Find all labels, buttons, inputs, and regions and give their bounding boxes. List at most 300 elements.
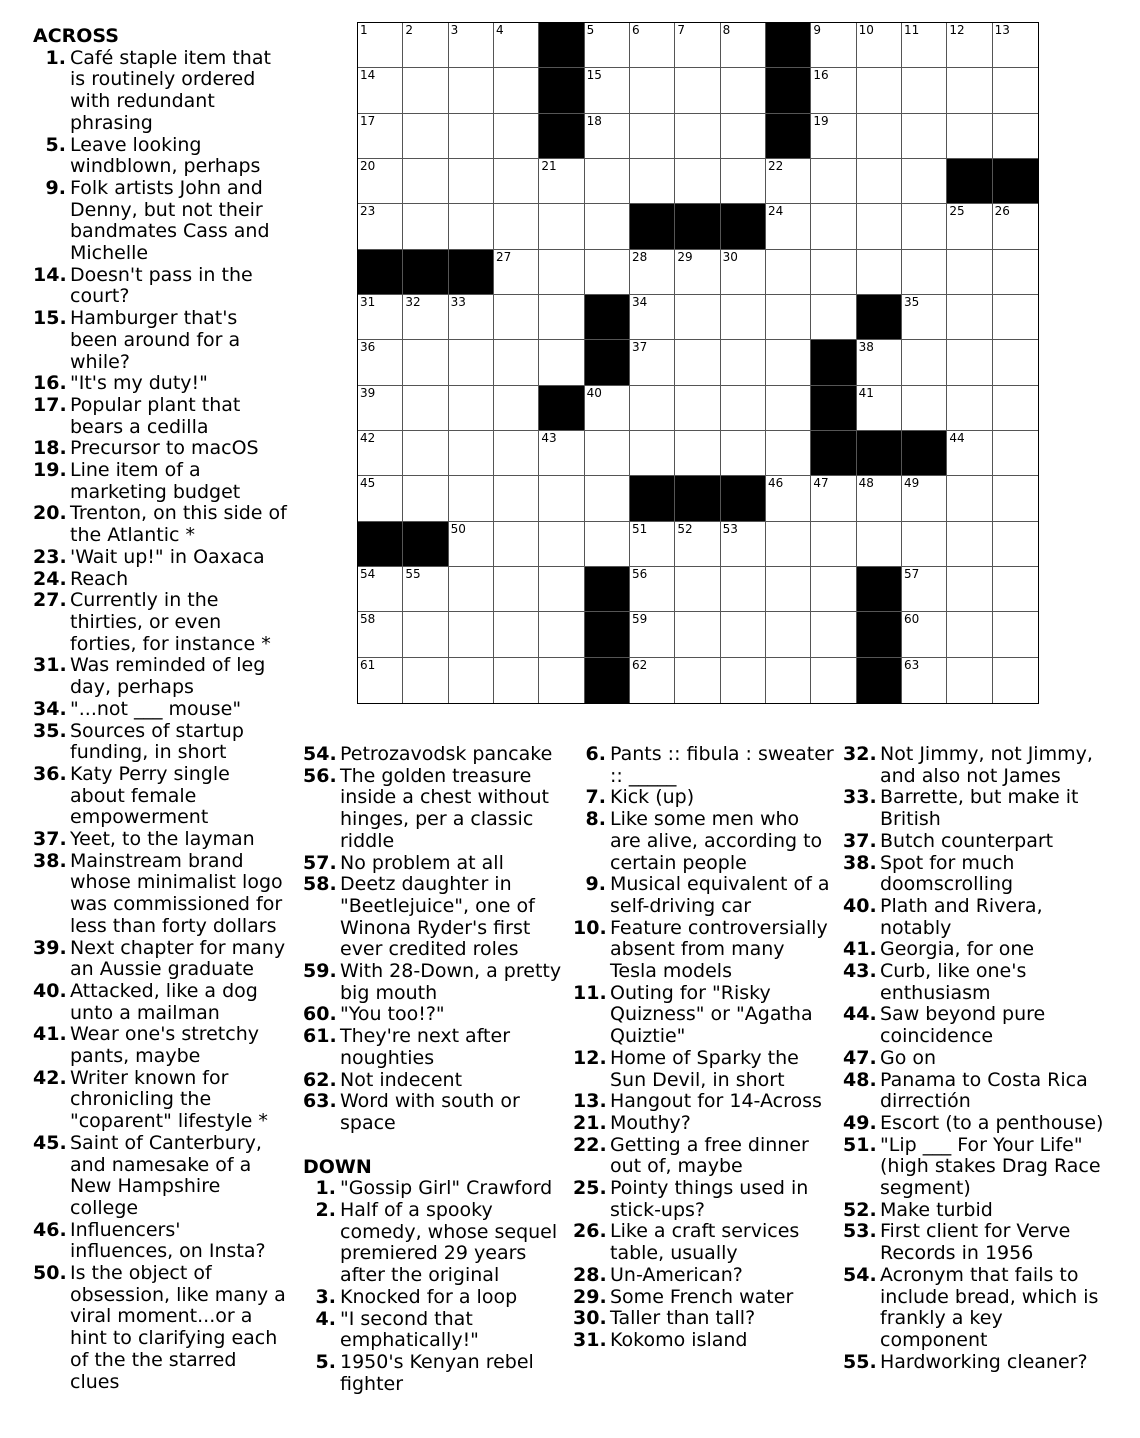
- grid-cell[interactable]: [902, 340, 947, 385]
- down-clue-list-continued: [573, 744, 835, 1352]
- clue-text: They're next after noughties: [340, 1025, 511, 1069]
- clue-text: Knocked for a loop: [340, 1285, 518, 1308]
- clue-item: [33, 178, 288, 265]
- clue-item: [33, 373, 288, 395]
- clue-number: 56.: [303, 764, 337, 787]
- grid-cell[interactable]: [857, 204, 902, 249]
- grid-cell[interactable]: [993, 522, 1038, 567]
- clue-item: [33, 981, 288, 1024]
- clue-text: Leave looking windblown, perhaps: [70, 133, 261, 178]
- grid-cell[interactable]: [766, 658, 811, 703]
- clue-item: [573, 1221, 835, 1264]
- grid-cell[interactable]: [449, 522, 494, 567]
- grid-cell[interactable]: [494, 23, 539, 68]
- clue-item: [303, 766, 565, 853]
- grid-cell[interactable]: [449, 295, 494, 340]
- grid-cell[interactable]: [947, 114, 992, 159]
- grid-cell[interactable]: [403, 204, 448, 249]
- clue-number: 34.: [33, 697, 67, 720]
- grid-cell[interactable]: [630, 431, 675, 476]
- grid-cell[interactable]: [721, 340, 766, 385]
- clue-text: 1950's Kenyan rebel fighter: [340, 1350, 534, 1395]
- clue-number: 62.: [303, 1068, 337, 1091]
- grid-cell[interactable]: [539, 295, 584, 340]
- grid-cell[interactable]: [494, 612, 539, 657]
- clue-item: [573, 1113, 835, 1135]
- grid-cell[interactable]: [902, 386, 947, 431]
- grid-cell[interactable]: [993, 567, 1038, 612]
- grid-cell[interactable]: [857, 522, 902, 567]
- grid-cell[interactable]: [403, 658, 448, 703]
- cell-number: 27: [496, 249, 512, 264]
- grid-cell[interactable]: [947, 476, 992, 521]
- grid-cell[interactable]: [902, 159, 947, 204]
- clue-item: [573, 1330, 835, 1352]
- down-clue-list-continued-2: [843, 744, 1105, 1373]
- grid-cell[interactable]: [766, 386, 811, 431]
- grid-cell[interactable]: [539, 250, 584, 295]
- grid-cell[interactable]: [993, 250, 1038, 295]
- grid-cell[interactable]: [585, 68, 630, 113]
- grid-cell[interactable]: [721, 431, 766, 476]
- grid-cell[interactable]: [358, 567, 403, 612]
- grid-cell[interactable]: [630, 658, 675, 703]
- grid-cell[interactable]: [630, 522, 675, 567]
- grid-cell[interactable]: [449, 431, 494, 476]
- clue-number: 30.: [573, 1307, 607, 1330]
- grid-cell[interactable]: [494, 114, 539, 159]
- grid-cell[interactable]: [766, 250, 811, 295]
- grid-cell[interactable]: [403, 23, 448, 68]
- clue-item: [843, 1048, 1105, 1070]
- grid-cell[interactable]: [902, 68, 947, 113]
- grid-cell[interactable]: [358, 204, 403, 249]
- grid-block: [675, 204, 720, 249]
- grid-cell[interactable]: [403, 386, 448, 431]
- grid-cell[interactable]: [403, 476, 448, 521]
- grid-cell[interactable]: [766, 476, 811, 521]
- grid-block: [358, 522, 403, 567]
- grid-cell[interactable]: [675, 431, 720, 476]
- grid-cell[interactable]: [358, 68, 403, 113]
- grid-cell[interactable]: [857, 250, 902, 295]
- clue-number: 40.: [33, 979, 67, 1002]
- clue-text: Un-American?: [610, 1263, 743, 1286]
- grid-cell[interactable]: [993, 340, 1038, 385]
- clue-number: 43.: [843, 960, 877, 983]
- grid-cell[interactable]: [449, 386, 494, 431]
- grid-cell[interactable]: [766, 340, 811, 385]
- grid-cell[interactable]: [358, 295, 403, 340]
- clue-text: Kick (up): [610, 786, 695, 809]
- grid-cell[interactable]: [539, 522, 584, 567]
- grid-cell[interactable]: [811, 68, 856, 113]
- grid-cell[interactable]: [449, 159, 494, 204]
- clue-item: [573, 1287, 835, 1309]
- grid-cell[interactable]: [766, 612, 811, 657]
- grid-cell[interactable]: [494, 68, 539, 113]
- down-header: DOWN: [303, 1155, 372, 1178]
- cell-number: 44: [949, 431, 965, 445]
- grid-cell[interactable]: [993, 658, 1038, 703]
- grid-cell[interactable]: [675, 612, 720, 657]
- clue-text: Currently in the thirties, or even forties, for instance *: [70, 589, 271, 655]
- clue-text: Reach: [70, 567, 129, 590]
- grid-block: [811, 340, 856, 385]
- clue-item: [33, 1220, 288, 1263]
- grid-cell[interactable]: [675, 295, 720, 340]
- grid-cell[interactable]: [403, 567, 448, 612]
- clue-text: Home of Sparky the Sun Devil, in short: [610, 1046, 799, 1091]
- clue-text: "I second that emphatically!": [340, 1307, 479, 1352]
- grid-cell[interactable]: [539, 204, 584, 249]
- clue-number: 44.: [843, 1003, 877, 1026]
- grid-cell[interactable]: [494, 522, 539, 567]
- grid-cell[interactable]: [675, 68, 720, 113]
- clue-item: [573, 787, 835, 809]
- grid-cell[interactable]: [494, 204, 539, 249]
- grid-cell[interactable]: [494, 250, 539, 295]
- grid-cell[interactable]: [449, 658, 494, 703]
- clue-item: [303, 744, 565, 766]
- grid-cell[interactable]: [993, 295, 1038, 340]
- clue-text: Café staple item that is routinely ordered with redundant phrasing: [70, 46, 271, 134]
- grid-cell[interactable]: [494, 386, 539, 431]
- cell-number: 2: [405, 23, 413, 37]
- cell-number: 40: [586, 385, 602, 400]
- grid-cell[interactable]: [857, 114, 902, 159]
- grid-cell[interactable]: [947, 386, 992, 431]
- clue-text: First client for Verve Records in 1956: [880, 1220, 1071, 1265]
- grid-cell[interactable]: [947, 295, 992, 340]
- clue-text: No problem at all: [340, 851, 504, 874]
- clue-text: Attacked, like a dog unto a mailman: [70, 979, 258, 1024]
- clue-text: Outing for "Risky Quizness" or "Agatha Quiztie": [610, 981, 813, 1048]
- grid-block: [857, 295, 902, 340]
- grid-cell[interactable]: [630, 114, 675, 159]
- clue-number: 2.: [315, 1199, 336, 1222]
- grid-cell[interactable]: [449, 476, 494, 521]
- clue-number: 16.: [33, 372, 67, 395]
- grid-cell[interactable]: [358, 658, 403, 703]
- grid-cell[interactable]: [766, 295, 811, 340]
- grid-cell[interactable]: [539, 159, 584, 204]
- clue-number: 40.: [843, 894, 877, 917]
- grid-block: [403, 250, 448, 295]
- grid-cell[interactable]: [947, 612, 992, 657]
- grid-cell[interactable]: [675, 658, 720, 703]
- grid-cell[interactable]: [993, 68, 1038, 113]
- grid-cell[interactable]: [585, 476, 630, 521]
- clue-number: 32.: [843, 743, 877, 765]
- grid-cell[interactable]: [811, 204, 856, 249]
- grid-cell[interactable]: [993, 431, 1038, 476]
- cell-number: 8: [722, 23, 731, 37]
- grid-cell[interactable]: [902, 114, 947, 159]
- grid-cell[interactable]: [811, 159, 856, 204]
- grid-cell[interactable]: [494, 476, 539, 521]
- clue-text: Saint of Canterbury, and namesake of a New Hampshire college: [70, 1131, 262, 1219]
- grid-cell[interactable]: [721, 68, 766, 113]
- clue-item: [33, 764, 288, 829]
- grid-block: [857, 658, 902, 703]
- clue-item: [33, 1133, 288, 1220]
- grid-cell[interactable]: [675, 340, 720, 385]
- grid-cell[interactable]: [630, 159, 675, 204]
- grid-cell[interactable]: [449, 114, 494, 159]
- grid-cell[interactable]: [721, 295, 766, 340]
- grid-cell[interactable]: [449, 567, 494, 612]
- grid-cell[interactable]: [857, 23, 902, 68]
- grid-cell[interactable]: [358, 612, 403, 657]
- grid-cell[interactable]: [721, 658, 766, 703]
- grid-block: [585, 658, 630, 703]
- grid-cell[interactable]: [721, 612, 766, 657]
- cell-number: 50: [450, 521, 466, 536]
- grid-cell[interactable]: [721, 522, 766, 567]
- clue-number: 29.: [573, 1285, 607, 1308]
- clue-number: 46.: [33, 1218, 67, 1241]
- grid-cell[interactable]: [585, 522, 630, 567]
- clue-number: 35.: [33, 719, 67, 742]
- grid-cell[interactable]: [947, 23, 992, 68]
- grid-cell[interactable]: [811, 567, 856, 612]
- clue-text: Mouthy?: [610, 1111, 691, 1134]
- grid-cell[interactable]: [721, 250, 766, 295]
- grid-cell[interactable]: [993, 23, 1038, 68]
- grid-cell[interactable]: [630, 295, 675, 340]
- clue-text: Georgia, for one: [880, 938, 1035, 961]
- clue-number: 47.: [843, 1046, 877, 1069]
- grid-cell[interactable]: [766, 431, 811, 476]
- grid-cell[interactable]: [857, 476, 902, 521]
- grid-block: [539, 68, 584, 113]
- grid-cell[interactable]: [494, 567, 539, 612]
- grid-cell[interactable]: [449, 340, 494, 385]
- clue-text: Influencers' influences, on Insta?: [70, 1218, 266, 1263]
- clue-item: [303, 1309, 565, 1352]
- grid-cell[interactable]: [585, 250, 630, 295]
- grid-cell[interactable]: [721, 386, 766, 431]
- cell-number: 48: [858, 476, 874, 491]
- grid-cell[interactable]: [721, 114, 766, 159]
- grid-cell[interactable]: [585, 114, 630, 159]
- grid-cell[interactable]: [358, 476, 403, 521]
- grid-cell[interactable]: [947, 340, 992, 385]
- grid-cell[interactable]: [585, 386, 630, 431]
- grid-cell[interactable]: [721, 159, 766, 204]
- grid-cell[interactable]: [902, 567, 947, 612]
- grid-cell[interactable]: [494, 658, 539, 703]
- grid-cell[interactable]: [630, 250, 675, 295]
- grid-cell[interactable]: [993, 612, 1038, 657]
- grid-cell[interactable]: [947, 68, 992, 113]
- clue-item: [843, 1070, 1105, 1113]
- grid-cell[interactable]: [947, 522, 992, 567]
- grid-cell[interactable]: [539, 431, 584, 476]
- grid-cell[interactable]: [947, 658, 992, 703]
- grid-cell[interactable]: [902, 476, 947, 521]
- clue-text: "Gossip Girl" Crawford: [340, 1177, 553, 1200]
- grid-cell[interactable]: [857, 386, 902, 431]
- clue-item: [33, 1068, 288, 1133]
- grid-block: [857, 431, 902, 476]
- clue-item: [33, 547, 288, 569]
- grid-cell[interactable]: [403, 340, 448, 385]
- grid-cell[interactable]: [811, 476, 856, 521]
- grid-cell[interactable]: [494, 295, 539, 340]
- grid-cell[interactable]: [947, 204, 992, 249]
- grid-cell[interactable]: [766, 567, 811, 612]
- clue-number: 54.: [843, 1263, 877, 1286]
- grid-cell[interactable]: [403, 114, 448, 159]
- grid-cell[interactable]: [585, 159, 630, 204]
- grid-cell[interactable]: [630, 68, 675, 113]
- grid-cell[interactable]: [902, 612, 947, 657]
- grid-cell[interactable]: [358, 431, 403, 476]
- clue-item: [573, 1308, 835, 1330]
- clue-number: 23.: [33, 545, 67, 568]
- cell-number: 51: [632, 521, 648, 536]
- grid-cell[interactable]: [449, 68, 494, 113]
- grid-cell[interactable]: [993, 476, 1038, 521]
- grid-block: [585, 340, 630, 385]
- clue-number: 53.: [843, 1220, 877, 1243]
- grid-cell[interactable]: [811, 114, 856, 159]
- grid-cell[interactable]: [403, 68, 448, 113]
- grid-cell[interactable]: [766, 522, 811, 567]
- grid-cell[interactable]: [857, 68, 902, 113]
- grid-cell[interactable]: [902, 658, 947, 703]
- grid-cell[interactable]: [539, 612, 584, 657]
- grid-cell[interactable]: [947, 567, 992, 612]
- clue-number: 55.: [843, 1350, 877, 1373]
- grid-cell[interactable]: [358, 386, 403, 431]
- grid-cell[interactable]: [947, 431, 992, 476]
- grid-cell[interactable]: [358, 340, 403, 385]
- cell-number: 61: [360, 657, 376, 672]
- grid-cell[interactable]: [857, 340, 902, 385]
- grid-cell[interactable]: [993, 386, 1038, 431]
- cell-number: 54: [360, 567, 376, 581]
- grid-cell[interactable]: [630, 567, 675, 612]
- grid-cell[interactable]: [675, 522, 720, 567]
- grid-cell[interactable]: [539, 658, 584, 703]
- cell-number: 23: [360, 204, 376, 219]
- grid-cell[interactable]: [358, 114, 403, 159]
- grid-cell[interactable]: [857, 159, 902, 204]
- clue-text: With 28-Down, a pretty big mouth: [340, 960, 562, 1004]
- clue-text: Taller than tall?: [610, 1307, 756, 1330]
- clue-item: [843, 1004, 1105, 1047]
- grid-block: [675, 476, 720, 521]
- grid-cell[interactable]: [494, 431, 539, 476]
- grid-cell[interactable]: [675, 386, 720, 431]
- grid-cell[interactable]: [630, 386, 675, 431]
- grid-cell[interactable]: [539, 567, 584, 612]
- grid-cell[interactable]: [403, 159, 448, 204]
- grid-cell[interactable]: [494, 159, 539, 204]
- grid-block: [449, 250, 494, 295]
- cell-number: 56: [632, 567, 648, 581]
- grid-cell[interactable]: [403, 431, 448, 476]
- clue-text: Panama to Costa Rica dirrectión: [880, 1068, 1088, 1113]
- grid-cell[interactable]: [358, 159, 403, 204]
- clue-text: Mainstream brand whose minimalist logo was commissioned for less than forty dollars: [70, 849, 283, 937]
- grid-cell[interactable]: [494, 340, 539, 385]
- grid-cell[interactable]: [993, 204, 1038, 249]
- clue-text: Was reminded of leg day, perhaps: [70, 654, 266, 699]
- cell-number: 41: [858, 385, 874, 400]
- grid-cell[interactable]: [811, 23, 856, 68]
- clue-number: 25.: [573, 1177, 607, 1200]
- grid-block: [630, 204, 675, 249]
- grid-cell[interactable]: [993, 114, 1038, 159]
- grid-cell[interactable]: [811, 522, 856, 567]
- clue-item: [33, 1263, 288, 1393]
- grid-cell[interactable]: [811, 295, 856, 340]
- grid-cell[interactable]: [811, 250, 856, 295]
- grid-cell[interactable]: [947, 250, 992, 295]
- grid-cell[interactable]: [449, 23, 494, 68]
- clue-item: [33, 460, 288, 503]
- grid-cell[interactable]: [675, 250, 720, 295]
- grid-cell[interactable]: [630, 340, 675, 385]
- grid-cell[interactable]: [811, 612, 856, 657]
- grid-cell[interactable]: [630, 612, 675, 657]
- grid-cell[interactable]: [358, 23, 403, 68]
- grid-cell[interactable]: [449, 204, 494, 249]
- clue-number: 49.: [843, 1111, 877, 1134]
- grid-cell[interactable]: [902, 204, 947, 249]
- clue-number: 48.: [843, 1068, 877, 1091]
- clue-number: 19.: [33, 459, 67, 482]
- clue-item: [843, 961, 1105, 1004]
- grid-cell[interactable]: [902, 295, 947, 340]
- clue-text: Curb, like one's enthusiasm: [880, 960, 1027, 1004]
- grid-cell[interactable]: [766, 204, 811, 249]
- clue-number: 12.: [573, 1046, 607, 1069]
- clue-text: Deetz daughter in "Beetlejuice", one of Winona Ryder's first ever credited roles: [340, 873, 535, 961]
- clue-number: 11.: [573, 981, 607, 1004]
- grid-cell[interactable]: [675, 23, 720, 68]
- clue-text: Wear one's stretchy pants, maybe: [70, 1023, 259, 1068]
- grid-cell[interactable]: [585, 204, 630, 249]
- clue-text: Kokomo island: [610, 1328, 748, 1351]
- grid-cell[interactable]: [902, 23, 947, 68]
- clue-text: Line item of a marketing budget: [70, 459, 241, 503]
- grid-cell[interactable]: [675, 567, 720, 612]
- grid-cell[interactable]: [403, 612, 448, 657]
- clue-column-3: [573, 744, 835, 1352]
- grid-cell[interactable]: [539, 340, 584, 385]
- grid-cell[interactable]: [721, 23, 766, 68]
- grid-cell[interactable]: [675, 114, 720, 159]
- grid-cell[interactable]: [539, 476, 584, 521]
- grid-cell[interactable]: [811, 658, 856, 703]
- grid-cell[interactable]: [630, 23, 675, 68]
- grid-cell[interactable]: [449, 612, 494, 657]
- grid-cell[interactable]: [902, 522, 947, 567]
- grid-cell[interactable]: [585, 23, 630, 68]
- grid-cell[interactable]: [675, 159, 720, 204]
- grid-cell[interactable]: [403, 295, 448, 340]
- grid-cell[interactable]: [585, 431, 630, 476]
- grid-cell[interactable]: [721, 567, 766, 612]
- grid-cell[interactable]: [902, 250, 947, 295]
- grid-cell[interactable]: [766, 159, 811, 204]
- clue-item: [303, 853, 565, 875]
